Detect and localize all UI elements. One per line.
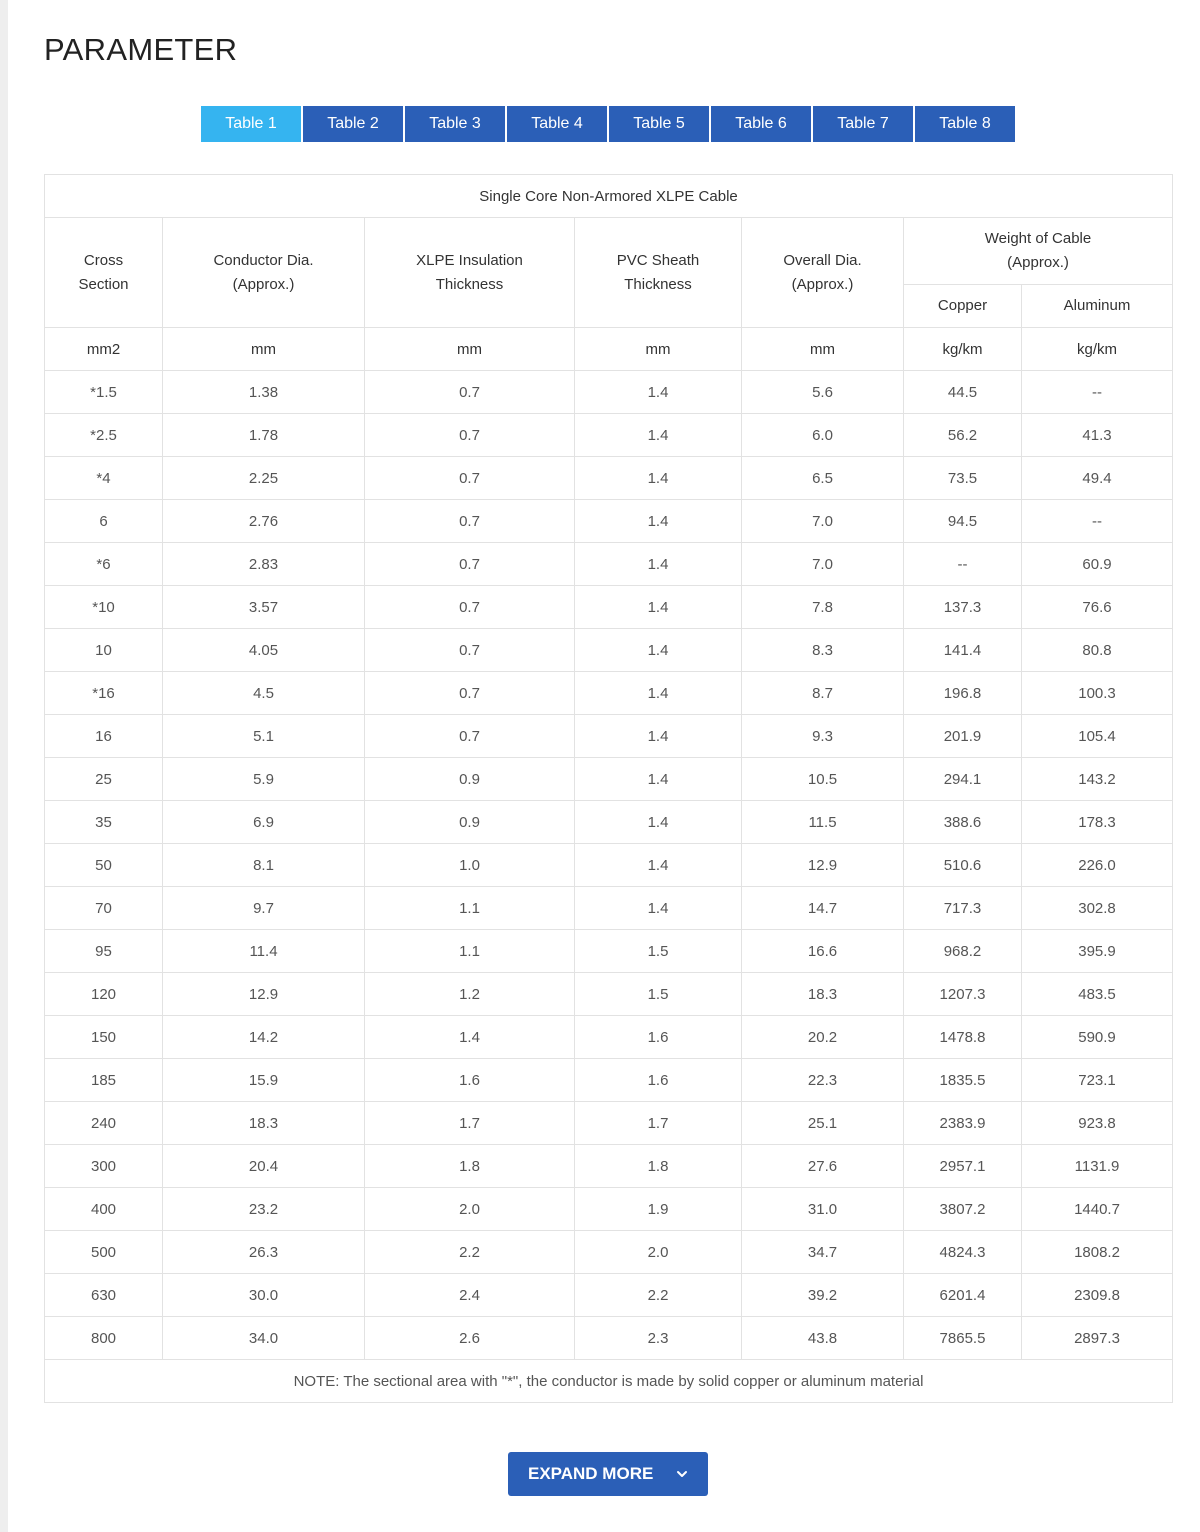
table-cell: 141.4 [904, 629, 1022, 672]
table-cell: 14.2 [163, 1016, 365, 1059]
table-cell: 510.6 [904, 844, 1022, 887]
table-cell: 1.4 [575, 586, 742, 629]
table-cell: 25 [45, 758, 163, 801]
table-cell: 0.9 [365, 758, 575, 801]
table-cell: 80.8 [1022, 629, 1173, 672]
unit-cell: kg/km [904, 328, 1022, 371]
table-cell: 1.5 [575, 973, 742, 1016]
table-cell: 31.0 [742, 1188, 904, 1231]
table-cell: 388.6 [904, 801, 1022, 844]
table-cell: 1478.8 [904, 1016, 1022, 1059]
table-cell: 923.8 [1022, 1102, 1173, 1145]
table-cell: 2.2 [365, 1231, 575, 1274]
table-cell: 1440.7 [1022, 1188, 1173, 1231]
header-pvc-sheath: PVC Sheath Thickness [575, 218, 742, 328]
table-cell: 7.8 [742, 586, 904, 629]
table-cell: 630 [45, 1274, 163, 1317]
table-cell: 35 [45, 801, 163, 844]
table-row [45, 1016, 1173, 1059]
table-cell: 2.2 [575, 1274, 742, 1317]
table-cell: 105.4 [1022, 715, 1173, 758]
table-cell: 185 [45, 1059, 163, 1102]
table-cell: 143.2 [1022, 758, 1173, 801]
table-cell: 44.5 [904, 371, 1022, 414]
table-cell: 300 [45, 1145, 163, 1188]
table-cell: -- [904, 543, 1022, 586]
table-cell: 34.7 [742, 1231, 904, 1274]
table-cell: 95 [45, 930, 163, 973]
unit-cell: mm [575, 328, 742, 371]
table-cell: 5.1 [163, 715, 365, 758]
table-cell: 1.4 [575, 715, 742, 758]
table-cell: 2897.3 [1022, 1317, 1173, 1360]
table-note-row [45, 1360, 1173, 1403]
table-row [45, 586, 1173, 629]
header-cross-section: Cross Section [45, 218, 163, 328]
table-caption: Single Core Non-Armored XLPE Cable [45, 175, 1173, 218]
table-cell: 0.9 [365, 801, 575, 844]
table-cell: 2.25 [163, 457, 365, 500]
parameter-table [44, 174, 1173, 1403]
table-cell: *1.5 [45, 371, 163, 414]
table-cell: 483.5 [1022, 973, 1173, 1016]
table-cell: -- [1022, 371, 1173, 414]
table-cell: 1.4 [575, 844, 742, 887]
table-cell: 4.05 [163, 629, 365, 672]
table-cell: 1.4 [575, 500, 742, 543]
table-cell: 1.7 [365, 1102, 575, 1145]
table-body [45, 371, 1173, 1360]
table-cell: 43.8 [742, 1317, 904, 1360]
table-cell: 6 [45, 500, 163, 543]
table-cell: 5.6 [742, 371, 904, 414]
table-cell: 1.2 [365, 973, 575, 1016]
table-cell: 400 [45, 1188, 163, 1231]
table-cell: 9.7 [163, 887, 365, 930]
table-cell: 10.5 [742, 758, 904, 801]
table-cell: 137.3 [904, 586, 1022, 629]
table-cell: 20.4 [163, 1145, 365, 1188]
table-cell: 41.3 [1022, 414, 1173, 457]
table-tabs [201, 106, 1015, 142]
tab-table-6[interactable]: Table 6 [711, 106, 811, 142]
table-row [45, 973, 1173, 1016]
tab-table-1[interactable]: Table 1 [201, 106, 301, 142]
unit-cell: mm [163, 328, 365, 371]
table-cell: 11.4 [163, 930, 365, 973]
table-cell: *4 [45, 457, 163, 500]
table-cell: 27.6 [742, 1145, 904, 1188]
table-cell: 8.7 [742, 672, 904, 715]
table-row [45, 1188, 1173, 1231]
table-cell: 1.4 [575, 758, 742, 801]
table-cell: 1.7 [575, 1102, 742, 1145]
expand-more-button[interactable] [508, 1452, 708, 1496]
table-cell: 39.2 [742, 1274, 904, 1317]
header-weight-of-cable: Weight of Cable (Approx.) [904, 218, 1173, 285]
table-cell: 1207.3 [904, 973, 1022, 1016]
table-cell: 1.8 [365, 1145, 575, 1188]
table-cell: 240 [45, 1102, 163, 1145]
table-cell: 8.1 [163, 844, 365, 887]
table-cell: 60.9 [1022, 543, 1173, 586]
table-cell: 6.9 [163, 801, 365, 844]
table-cell: 196.8 [904, 672, 1022, 715]
table-cell: 34.0 [163, 1317, 365, 1360]
header-aluminum: Aluminum [1022, 285, 1173, 328]
table-cell: 26.3 [163, 1231, 365, 1274]
table-row [45, 801, 1173, 844]
table-cell: 1.78 [163, 414, 365, 457]
table-cell: 226.0 [1022, 844, 1173, 887]
table-cell: 3.57 [163, 586, 365, 629]
table-cell: 70 [45, 887, 163, 930]
table-row [45, 1274, 1173, 1317]
table-cell: 2.83 [163, 543, 365, 586]
table-cell: *10 [45, 586, 163, 629]
table-cell: 1.4 [365, 1016, 575, 1059]
table-cell: 0.7 [365, 629, 575, 672]
table-caption-row [45, 175, 1173, 218]
table-cell: 2.3 [575, 1317, 742, 1360]
table-cell: 0.7 [365, 457, 575, 500]
table-cell: 1.38 [163, 371, 365, 414]
table-cell: 968.2 [904, 930, 1022, 973]
header-copper: Copper [904, 285, 1022, 328]
unit-cell: mm [742, 328, 904, 371]
table-cell: 4824.3 [904, 1231, 1022, 1274]
table-cell: 1.9 [575, 1188, 742, 1231]
table-cell: 12.9 [742, 844, 904, 887]
table-cell: 0.7 [365, 371, 575, 414]
table-row [45, 1231, 1173, 1274]
table-cell: 1.4 [575, 371, 742, 414]
table-row [45, 1102, 1173, 1145]
table-cell: 1.4 [575, 457, 742, 500]
expand-more-label: EXPAND MORE [528, 1464, 654, 1483]
table-cell: 25.1 [742, 1102, 904, 1145]
header-overall-dia: Overall Dia. (Approx.) [742, 218, 904, 328]
table-cell: 717.3 [904, 887, 1022, 930]
table-cell: 1.1 [365, 887, 575, 930]
table-cell: 9.3 [742, 715, 904, 758]
unit-cell: mm [365, 328, 575, 371]
table-cell: 0.7 [365, 414, 575, 457]
table-cell: 800 [45, 1317, 163, 1360]
table-cell: 150 [45, 1016, 163, 1059]
table-cell: 23.2 [163, 1188, 365, 1231]
table-cell: 590.9 [1022, 1016, 1173, 1059]
table-cell: *16 [45, 672, 163, 715]
table-row [45, 672, 1173, 715]
chevron-down-icon [676, 1468, 688, 1480]
table-cell: 2957.1 [904, 1145, 1022, 1188]
table-cell: 1.4 [575, 801, 742, 844]
table-cell: 1.4 [575, 887, 742, 930]
table-cell: 14.7 [742, 887, 904, 930]
unit-cell: kg/km [1022, 328, 1173, 371]
table-cell: 2.4 [365, 1274, 575, 1317]
table-row [45, 844, 1173, 887]
table-cell: 294.1 [904, 758, 1022, 801]
table-row [45, 500, 1173, 543]
table-cell: 7.0 [742, 543, 904, 586]
table-cell: 30.0 [163, 1274, 365, 1317]
table-cell: 50 [45, 844, 163, 887]
table-cell: 16.6 [742, 930, 904, 973]
table-cell: 2309.8 [1022, 1274, 1173, 1317]
table-cell: 22.3 [742, 1059, 904, 1102]
table-cell: 2.6 [365, 1317, 575, 1360]
table-cell: 0.7 [365, 586, 575, 629]
table-cell: 12.9 [163, 973, 365, 1016]
table-cell: 1.4 [575, 629, 742, 672]
table-row [45, 1317, 1173, 1360]
tab-table-8[interactable]: Table 8 [915, 106, 1015, 142]
table-cell: 1808.2 [1022, 1231, 1173, 1274]
table-cell: 56.2 [904, 414, 1022, 457]
tab-table-7[interactable]: Table 7 [813, 106, 913, 142]
table-cell: 18.3 [742, 973, 904, 1016]
table-cell: 4.5 [163, 672, 365, 715]
table-cell: 15.9 [163, 1059, 365, 1102]
table-cell: 2.0 [575, 1231, 742, 1274]
table-header-row [45, 218, 1173, 285]
table-note: NOTE: The sectional area with "*", the conductor is made by solid copper or aluminum material [45, 1360, 1173, 1403]
table-cell: 20.2 [742, 1016, 904, 1059]
table-cell: 1.4 [575, 414, 742, 457]
table-cell: 1.8 [575, 1145, 742, 1188]
table-cell: 120 [45, 973, 163, 1016]
table-cell: 10 [45, 629, 163, 672]
table-row [45, 715, 1173, 758]
tab-table-2[interactable]: Table 2 [303, 106, 403, 142]
table-row [45, 414, 1173, 457]
table-row [45, 629, 1173, 672]
table-cell: 0.7 [365, 672, 575, 715]
table-cell: 1.4 [575, 672, 742, 715]
header-conductor-dia: Conductor Dia. (Approx.) [163, 218, 365, 328]
table-cell: -- [1022, 500, 1173, 543]
table-cell: 76.6 [1022, 586, 1173, 629]
table-cell: 1.6 [575, 1059, 742, 1102]
table-cell: 0.7 [365, 543, 575, 586]
table-cell: 0.7 [365, 715, 575, 758]
table-cell: 16 [45, 715, 163, 758]
table-cell: 49.4 [1022, 457, 1173, 500]
table-row [45, 887, 1173, 930]
table-cell: 500 [45, 1231, 163, 1274]
table-cell: 0.7 [365, 500, 575, 543]
table-cell: 6201.4 [904, 1274, 1022, 1317]
table-cell: 7.0 [742, 500, 904, 543]
table-cell: 2.76 [163, 500, 365, 543]
table-cell: 1.0 [365, 844, 575, 887]
table-cell: 1.6 [365, 1059, 575, 1102]
table-row [45, 930, 1173, 973]
table-cell: 7865.5 [904, 1317, 1022, 1360]
tab-table-5[interactable]: Table 5 [609, 106, 709, 142]
table-cell: 1.1 [365, 930, 575, 973]
table-cell: 6.0 [742, 414, 904, 457]
table-row [45, 1145, 1173, 1188]
table-cell: 6.5 [742, 457, 904, 500]
page-title: PARAMETER [44, 32, 238, 67]
table-cell: 1.4 [575, 543, 742, 586]
table-cell: 94.5 [904, 500, 1022, 543]
table-cell: 1131.9 [1022, 1145, 1173, 1188]
tab-table-4[interactable]: Table 4 [507, 106, 607, 142]
tab-table-3[interactable]: Table 3 [405, 106, 505, 142]
table-units-row [45, 328, 1173, 371]
parameter-table-container [44, 174, 1172, 1403]
table-cell: 178.3 [1022, 801, 1173, 844]
table-row [45, 758, 1173, 801]
table-cell: 2383.9 [904, 1102, 1022, 1145]
table-cell: 8.3 [742, 629, 904, 672]
table-cell: 201.9 [904, 715, 1022, 758]
table-row [45, 457, 1173, 500]
table-cell: 11.5 [742, 801, 904, 844]
table-cell: 395.9 [1022, 930, 1173, 973]
table-cell: 1835.5 [904, 1059, 1022, 1102]
header-xlpe-insulation: XLPE Insulation Thickness [365, 218, 575, 328]
table-row [45, 543, 1173, 586]
table-cell: 1.5 [575, 930, 742, 973]
table-row [45, 371, 1173, 414]
table-cell: 100.3 [1022, 672, 1173, 715]
table-cell: 1.6 [575, 1016, 742, 1059]
unit-cell: mm2 [45, 328, 163, 371]
table-cell: 2.0 [365, 1188, 575, 1231]
table-cell: 5.9 [163, 758, 365, 801]
page-left-gutter [0, 0, 8, 1532]
table-cell: 302.8 [1022, 887, 1173, 930]
table-row [45, 1059, 1173, 1102]
table-cell: 18.3 [163, 1102, 365, 1145]
table-cell: 3807.2 [904, 1188, 1022, 1231]
table-cell: *2.5 [45, 414, 163, 457]
table-cell: 723.1 [1022, 1059, 1173, 1102]
table-cell: *6 [45, 543, 163, 586]
table-cell: 73.5 [904, 457, 1022, 500]
